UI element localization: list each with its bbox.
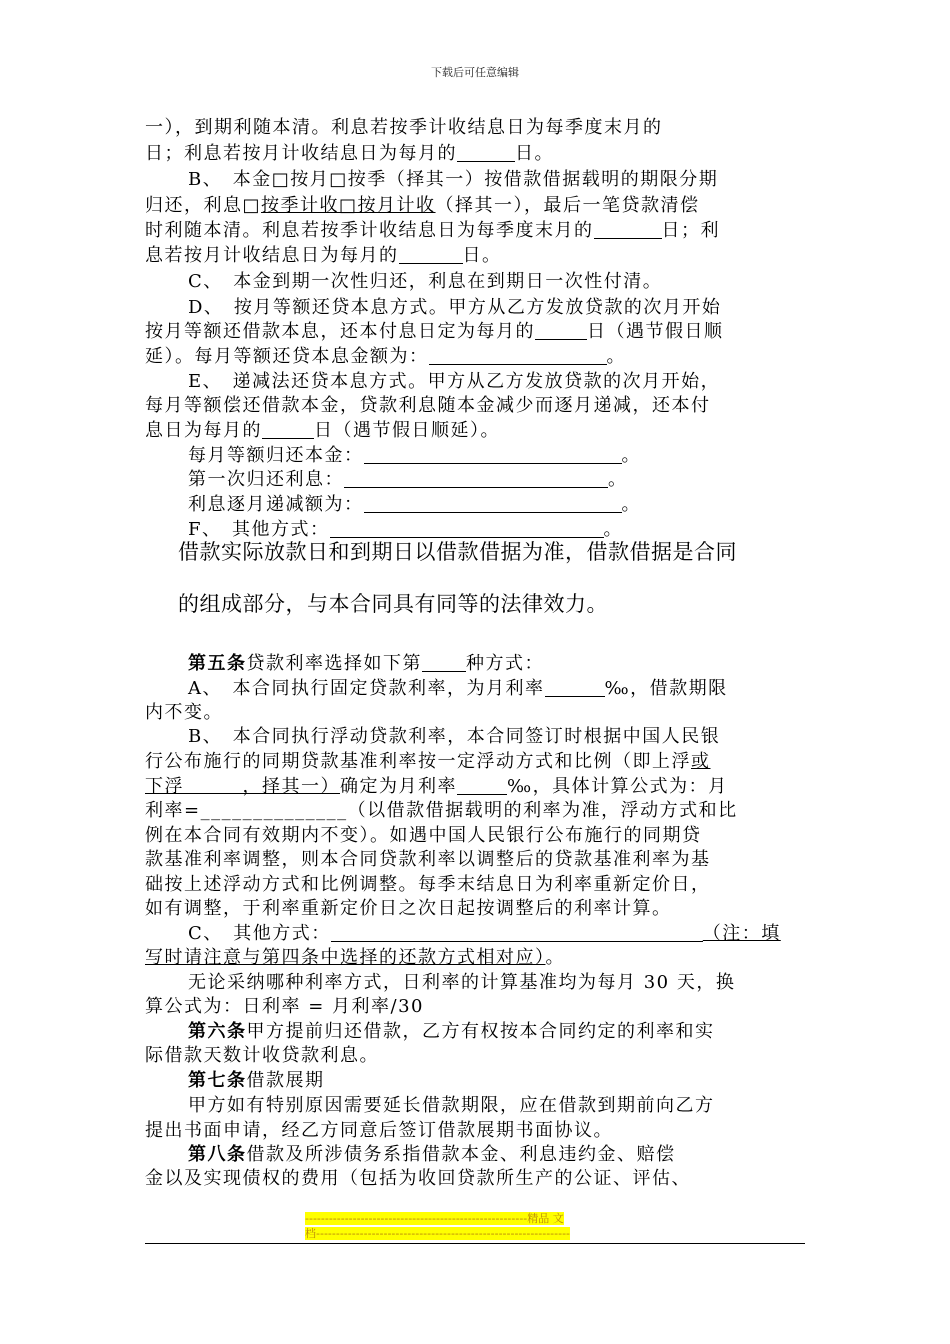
- text-segment: 如有调整，于利率重新定价日之次日起按调整后的利率计算。: [145, 898, 672, 919]
- text-segment: 或: [691, 751, 711, 772]
- text-segment: 日。: [515, 143, 554, 164]
- fill-in-blank: [364, 445, 622, 464]
- fill-in-blank: [399, 245, 463, 264]
- text-line: [145, 701, 223, 725]
- text-segment: 。: [545, 947, 565, 968]
- text-line: [188, 270, 662, 294]
- text-segment: ‰，借款期限: [604, 678, 728, 699]
- text-line: [188, 370, 720, 394]
- text-line: [188, 971, 735, 995]
- text-segment: 。: [608, 469, 628, 490]
- text-line: [145, 995, 424, 1019]
- text-segment: 例在本合同有效期内不变）。如遇中国人民银行公布施行的同期贷: [145, 825, 702, 846]
- text-segment: 款基准利率调整，则本合同贷款利率以调整后的贷款基准利率为基: [145, 849, 711, 870]
- text-line: [188, 1020, 715, 1044]
- fill-in-blank: [364, 494, 622, 513]
- text-segment: E、 递减法还贷本息方式。甲方从乙方发放贷款的次月开始，: [188, 371, 721, 392]
- text-line: [188, 1143, 676, 1167]
- text-segment: F、 其他方式：: [188, 519, 330, 540]
- footer-line-1: [305, 1212, 564, 1225]
- text-line: [145, 897, 672, 921]
- article-heading: 第八条: [188, 1144, 247, 1165]
- text-segment: 算公式为：日利率 = 月利率/30: [145, 996, 424, 1017]
- text-segment: 日（遇节假日顺延）。: [314, 420, 500, 441]
- text-segment: 每月等额归还本金：: [188, 445, 364, 466]
- fill-in-blank: [422, 653, 466, 672]
- text-segment: 第一次归还利息：: [188, 469, 344, 490]
- text-line: [145, 1044, 379, 1068]
- text-segment: （择其一），最后一笔贷款清偿: [435, 195, 700, 216]
- footer-line-2: [305, 1227, 570, 1240]
- text-segment: 归还，利息□: [145, 195, 262, 216]
- fill-in-blank: [344, 469, 608, 488]
- text-segment: 利率=______________（以借款借据载明的利率为准，浮动方式和比: [145, 800, 738, 821]
- fill-in-blank: [429, 346, 607, 365]
- text-segment: 日；利息若按月计收结息日为每月的: [145, 143, 457, 164]
- text-segment: 础按上述浮动方式和比例调整。每季末结息日为利率重新定价日，: [145, 874, 711, 895]
- text-segment: 日（遇节假日顺: [587, 321, 724, 342]
- text-line: [145, 750, 711, 774]
- text-segment: 借款及所涉债务系指借款本金、利息违约金、赔偿: [246, 1144, 676, 1165]
- fill-in-blank: [535, 321, 587, 340]
- fill-in-blank: [330, 519, 604, 538]
- text-segment: 提出书面申请，经乙方同意后签订借款展期书面协议。: [145, 1120, 613, 1141]
- fill-in-blank: [331, 923, 703, 942]
- footer-watermark-2: 档----------------------------------------------------------------: [305, 1227, 571, 1240]
- text-line: [188, 296, 721, 320]
- text-line: [188, 518, 623, 542]
- text-segment: 际借款天数计收贷款利息。: [145, 1045, 379, 1066]
- fill-in-blank: [262, 420, 314, 439]
- text-segment: 时利随本清。利息若按季计收结息日为每季度末月的: [145, 220, 594, 241]
- text-line: [145, 194, 700, 218]
- text-segment: 一），到期利随本清。利息若按季计收结息日为每季度末月的: [145, 117, 663, 138]
- article-heading: 第六条: [188, 1021, 247, 1042]
- text-line: [188, 1069, 325, 1093]
- text-line: [145, 345, 626, 369]
- text-line: [188, 677, 728, 701]
- text-line: [145, 1167, 691, 1191]
- text-segment: 延）。每月等额还贷本息金额为：: [145, 346, 429, 367]
- text-segment: 内不变。: [145, 702, 223, 723]
- footer-watermark-1: --------------------------------------------------------精品 文: [305, 1212, 564, 1225]
- footer-rule: [145, 1243, 805, 1244]
- text-line: [188, 468, 628, 492]
- text-line: [188, 444, 641, 468]
- text-line: [145, 775, 728, 799]
- article-heading: 第七条: [188, 1070, 247, 1091]
- text-segment: 借款展期: [246, 1070, 325, 1091]
- text-segment: C、 其他方式：: [188, 923, 331, 944]
- fill-in-blank: [545, 678, 605, 697]
- text-segment: 。: [603, 519, 623, 540]
- text-line: [188, 493, 641, 517]
- text-segment: 种方式：: [466, 653, 544, 674]
- text-segment: 。: [606, 346, 626, 367]
- text-segment: B、 本金□按月□按季（择其一）按借款借据载明的期限分期: [188, 169, 719, 190]
- text-line: [145, 116, 663, 140]
- text-line: [188, 1094, 715, 1118]
- text-segment: 。: [621, 445, 641, 466]
- text-line: [188, 725, 720, 749]
- text-line: [145, 946, 565, 970]
- text-segment: 金以及实现债权的费用（包括为收回贷款所生产的公证、评估、: [145, 1168, 691, 1189]
- text-line: [188, 922, 781, 946]
- text-line: [188, 652, 544, 676]
- text-line: [145, 219, 720, 243]
- text-segment: 日；利: [661, 220, 720, 241]
- text-line: [178, 592, 608, 616]
- text-segment: （注：填: [702, 923, 781, 944]
- text-segment: 行公布施行的同期贷款基准利率按一定浮动方式和比例（即上浮: [145, 751, 691, 772]
- text-segment: 下浮 ，择其一）: [145, 776, 340, 797]
- text-segment: 按季计收□按月计收: [261, 195, 436, 216]
- text-segment: 每月等额偿还借款本金，贷款利息随本金减少而逐月递减，还本付: [145, 395, 711, 416]
- text-line: [145, 320, 724, 344]
- text-line: [145, 394, 711, 418]
- text-segment: 按月等额还借款本息，还本付息日定为每月的: [145, 321, 535, 342]
- text-segment: 无论采纳哪种利率方式，日利率的计算基准均为每月 30 天，换: [188, 972, 736, 993]
- text-segment: 甲方提前归还借款，乙方有权按本合同约定的利率和实: [246, 1021, 715, 1042]
- text-line: [145, 824, 702, 848]
- fill-in-blank: [594, 220, 662, 239]
- text-segment: 息日为每月的: [145, 420, 262, 441]
- text-segment: 借款实际放款日和到期日以借款借据为准，借款借据是合同: [178, 540, 737, 564]
- article-heading: 第五条: [188, 653, 247, 674]
- text-segment: 的组成部分，与本合同具有同等的法律效力。: [178, 592, 608, 616]
- text-segment: B、 本合同执行浮动贷款利率，本合同签订时根据中国人民银: [188, 726, 721, 747]
- text-segment: 。: [621, 494, 641, 515]
- text-segment: 贷款利率选择如下第: [246, 653, 422, 674]
- text-segment: 息若按月计收结息日为每月的: [145, 245, 399, 266]
- text-segment: 日。: [462, 245, 502, 266]
- text-segment: 利息逐月递减额为：: [188, 494, 364, 515]
- text-line: [145, 873, 711, 897]
- text-segment: D、 按月等额还贷本息方式。甲方从乙方发放贷款的次月开始: [188, 297, 722, 318]
- text-segment: 确定为月利率: [340, 776, 457, 797]
- text-segment: 甲方如有特别原因需要延长借款期限，应在借款到期前向乙方: [188, 1095, 715, 1116]
- fill-in-blank: [457, 143, 515, 162]
- text-segment: C、 本金到期一次性归还，利息在到期日一次性付清。: [188, 271, 663, 292]
- text-segment: 写时请注意与第四条中选择的还款方式相对应）: [145, 947, 546, 968]
- text-line: [145, 142, 554, 166]
- fill-in-blank: [457, 776, 507, 795]
- page-header: 下载后可任意编辑: [431, 66, 519, 79]
- text-line: [145, 419, 500, 443]
- text-line: [145, 1119, 613, 1143]
- text-line: [145, 244, 502, 268]
- text-line: [145, 848, 711, 872]
- text-segment: ‰，具体计算公式为：月: [507, 776, 728, 797]
- text-segment: A、 本合同执行固定贷款利率，为月利率: [188, 678, 545, 699]
- text-line: [188, 168, 718, 192]
- text-line: [145, 799, 738, 823]
- text-line: [178, 540, 737, 564]
